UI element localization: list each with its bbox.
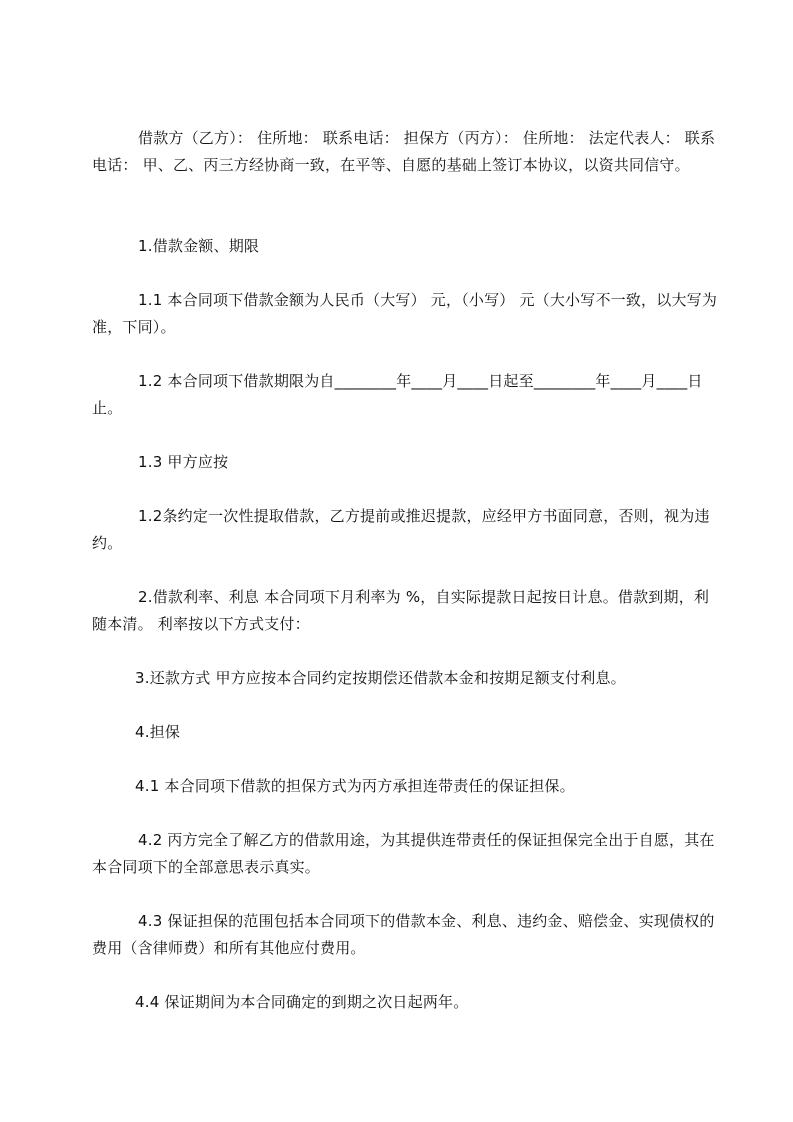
section-4-heading: 4.担保 (135, 723, 181, 741)
clause-1-3: 1.3 甲方应按 (138, 453, 229, 471)
section-3-repayment: 3.还款方式 甲方应按本合同约定按期偿还借款本金和按期足额支付利息。 (135, 669, 626, 687)
clause-4-3: 4.3 保证担保的范围包括本合同项下的借款本金、利息、违约金、赔偿金、实现债权的费用（含律师费）和所有其他应付费用。 (92, 912, 715, 957)
section-1-heading: 1.借款金额、期限 (138, 237, 260, 255)
clause-4-2: 4.2 丙方完全了解乙方的借款用途，为其提供连带责任的保证担保完全出于自愿，其在本合同项下的全部意思表示真实。 (92, 831, 715, 876)
clause-4-4: 4.4 保证期间为本合同确定的到期之次日起两年。 (135, 993, 469, 1011)
parties-paragraph: 借款方（乙方）： 住所地： 联系电话： 担保方（丙方）： 住所地： 法定代表人： 联系电话： 甲、乙、丙三方经协商一致，在平等、自愿的基础上签订本协议，以资共同信守。 (92, 129, 716, 174)
section-2-interest: 2.借款利率、利息 本合同项下月利率为 %，自实际提款日起按日计息。借款到期，利随本清。 利率按以下方式支付： (92, 588, 710, 633)
clause-1-2: 1.2 本合同项下借款期限为自________年____月____日起至________年____月____日止。 (92, 372, 703, 417)
clause-1-1: 1.1 本合同项下借款金额为人民币（大写） 元，（小写） 元（大小写不一致，以大写为准，下同）。 (92, 291, 718, 336)
clause-1-2-withdrawal: 1.2条约定一次性提取借款，乙方提前或推迟提款，应经甲方书面同意，否则，视为违约。 (92, 507, 710, 552)
clause-4-1: 4.1 本合同项下借款的担保方式为丙方承担连带责任的保证担保。 (135, 777, 575, 795)
